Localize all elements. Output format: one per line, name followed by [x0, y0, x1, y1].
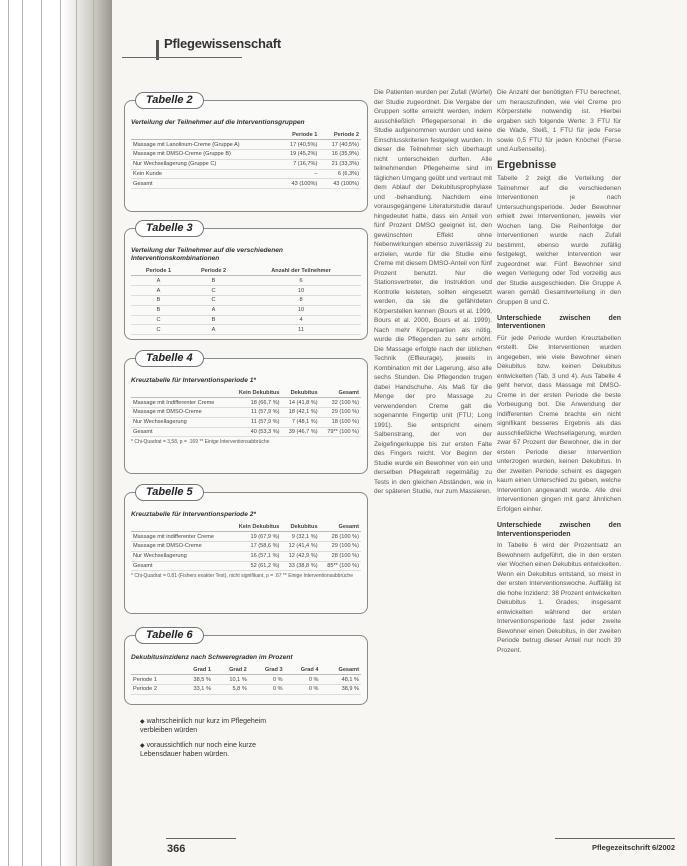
table-5-header: Kein Dekubitus [230, 523, 282, 532]
page-content [112, 0, 687, 866]
table-cell: 11 [241, 325, 361, 335]
table-cell: A [186, 325, 241, 335]
table-cell: 0 % [285, 675, 321, 685]
table-3-label: Tabelle 3 [135, 220, 204, 237]
table-cell: 11 (57,9 %) [230, 408, 282, 418]
table-6-label: Tabelle 6 [135, 627, 204, 644]
table-cell: 0 % [249, 675, 285, 685]
table-row [131, 685, 361, 695]
table-2-header [131, 131, 278, 140]
table-2-caption: Verteilung der Teilnehmer auf die Interventionsgruppen [131, 119, 305, 126]
footer-rule [555, 838, 675, 839]
table-cell: Kein Kunde [131, 169, 278, 179]
table-row [131, 159, 361, 169]
table-cell: A [186, 305, 241, 315]
table-cell: Massage mit indifferenter Creme [131, 532, 230, 542]
table-cell: 38,5 % [177, 675, 213, 685]
bullet-diamond-icon: ◆ [140, 743, 145, 749]
table-5-box [124, 486, 368, 614]
table-cell: Massage mit Lanolinum-Creme (Gruppe A) [131, 140, 278, 150]
table-cell: 6 (6,3%) [319, 169, 361, 179]
table-4 [131, 389, 361, 437]
paragraph: Die Anzahl der benötigten FTU berechnet, um herauszufinden, wie viel Creme pro Körperstelle notwendig ist. Hierbei ergaben sich folgende Werte: 3 FTU für die Wade, Steiß, 1 FTU für jede Ferse sowie 0,5 FTU für jeden Knöchel (Ferse und Außenseite). [497, 89, 621, 153]
page-number: 366 [167, 843, 186, 855]
table-cell: Nur Wechsellagerung [131, 551, 230, 561]
table-cell: 18 (66,7 %) [230, 398, 282, 408]
table-row [131, 532, 361, 542]
table-cell: 11 (57,9 %) [230, 417, 282, 427]
table-cell: 5,8 % [213, 685, 249, 695]
page-edge-line [8, 0, 9, 866]
table-cell: 52 (61,2 %) [230, 561, 282, 571]
table-6-header [131, 666, 177, 675]
table-row [131, 276, 361, 286]
table-cell: 43 (100%) [319, 179, 361, 189]
table-cell: C [186, 296, 241, 306]
subheading-interventionen: Unterschiede zwischen den Interventionen [497, 315, 621, 331]
table-cell: 17 (40,5%) [319, 140, 361, 150]
table-4-header: Dekubitus [282, 389, 320, 398]
table-row [131, 325, 361, 335]
table-6-caption: Dekubitusinzidenz nach Schweregraden im Prozent [131, 654, 293, 661]
table-3-header: Periode 1 [131, 267, 186, 276]
table-cell: 85** (100 %) [320, 561, 361, 571]
table-5-header [131, 523, 230, 532]
table-cell: Massage mit DMSO-Creme [131, 408, 230, 418]
page-edge-line [22, 0, 23, 866]
table-cell: 18 (42,1 %) [282, 408, 320, 418]
table-cell: 79** (100 %) [320, 427, 361, 437]
running-title: Pflegewissenschaft [164, 36, 282, 51]
table-cell: 0 % [285, 685, 321, 695]
table-row [131, 551, 361, 561]
page-edge-line [93, 0, 94, 866]
table-cell: Periode 1 [131, 675, 177, 685]
table-5 [131, 523, 361, 571]
table-3 [131, 267, 361, 335]
table-cell: B [186, 276, 241, 286]
table-cell: 32 (100 %) [320, 398, 361, 408]
subheading-perioden: Unterschiede zwischen den Interventionsperioden [497, 522, 621, 538]
table-2-header: Periode 2 [319, 131, 361, 140]
page-edge-line [60, 0, 61, 866]
table-cell: 28 (100 %) [320, 532, 361, 542]
table-cell: Nur Wechsellagerung [131, 417, 230, 427]
table-5-header: Dekubitus [281, 523, 319, 532]
table-cell: Massage mit DMSO-Creme [131, 542, 230, 552]
bullet-text: voraussichtlich nur noch eine kurze Lebensdauer haben würden. [140, 742, 256, 758]
table-cell: 33,1 % [177, 685, 213, 695]
page-edge-line [41, 0, 42, 866]
table-cell: Periode 2 [131, 685, 177, 695]
table-cell: 12 (42,9 %) [281, 551, 319, 561]
table-4-caption: Kreuztabelle für Interventionsperiode 1* [131, 377, 256, 384]
table-cell: 10,1 % [213, 675, 249, 685]
table-cell: 6 [241, 276, 361, 286]
table-cell: 29 (100 %) [320, 542, 361, 552]
paragraph: Tabelle 2 zeigt die Verteilung der Teilnehmer auf die verschiedenen Interventionen je nach Untersuchungsperiode. Jeder Bewohner erhielt zwei Interventionen, jeweils vier Wochen lang. Die Reihenfolge der Interventionen wurde nach Zufall bestimmt, ebenso wurde zufällig festgelegt, welcher Intervention wer zugeordnet war. Fünf Bewohner sind wegen Verlegung oder Tod vorzeitig aus der Studie ausgeschieden. Die Gruppe A waren gemäß Gesamtverteilung in den Gruppen B und C. [497, 175, 621, 306]
table-cell: C [186, 286, 241, 296]
table-cell: B [131, 305, 186, 315]
table-2-label: Tabelle 2 [135, 92, 204, 109]
book-page-edge [0, 0, 112, 866]
paragraph: Für jede Periode wurden Kreuztabellen erstellt. Die Interventionen wurden angegeben, wie viele Bewohner einen Dekubitus bzw. keinen Dekubitus entwickelten (Tab. 3 und 4). Aus Tabelle 4 geht hervor, dass Massage mit DMSO-Creme in der ersten Periode die beste Vorbeugung bot. Die Anwendung der indifferenten Creme brachte ein nicht signifikant besseres Ergebnis als das ausschließliche Wechsellagerung, wurden zwar 67 Prozent der Bewohner, die in der ersten Periode dieser Intervention unterzogen wurden, keinen Dekubitus. In der zweiten Periode scheint es dagegen kaum einen Unterschied zu geben, welche Intervention angewandt wurde. Alle drei Interventionen gingen mit ganz ähnlichen Erfolgen einher. [497, 334, 621, 513]
table-6 [131, 666, 361, 695]
table-row [131, 675, 361, 685]
table-cell: A [131, 276, 186, 286]
table-cell: 48,1 % [320, 675, 361, 685]
table-4-header: Gesamt [320, 389, 361, 398]
table-cell: 7 (16,7%) [278, 159, 320, 169]
table-4-header [131, 389, 230, 398]
table-4-box [124, 352, 368, 474]
table-3-caption: Verteilung der Teilnehmer auf die verschiedenen Interventionskombinationen [131, 247, 283, 263]
table-cell: 21 (33,3%) [319, 159, 361, 169]
table-cell: 14 (41,8 %) [282, 398, 320, 408]
table-6-header: Grad 1 [177, 666, 213, 675]
table-cell: – [278, 169, 320, 179]
footer-rule [166, 838, 236, 839]
table-cell: Gesamt [131, 561, 230, 571]
table-row [131, 427, 361, 437]
table-row [131, 561, 361, 571]
table-4-label: Tabelle 4 [135, 350, 204, 367]
body-column-middle: Die Patienten wurden per Zufall (Würfel) der Studie zugeordnet. Die Vergabe der Gruppen sollte erreicht werden, indem ausschließlich Pflegepersonal in die Studie aufgenommen wurden und keine Einschlusskriterien festgelegt wurden. In dieser die Teilnehmer sich überhaupt nicht unterscheiden durften. Alle teilnehmenden Pflegeheime sind im täglichen Umgang geübt und vertraut mit dem Ablauf der Dekubitusprophylaxe und -behandlung. Nachdem eine vorausgegangene Literaturstudie darauf hingedeutet hatte, dass ein Anteil von fünf Prozent DMSO geeignet ist, den gewünschten Effekt ohne Nebenwirkungen ebenso zuverlässig zu erzielen, wurde für die Studie eine Creme mit diesem DMSO-Anteil von fünf Prozent benutzt. Nur die Stationsvertreter, die Instruktion und Kontrolle leisteten, sollten eingesetzt werden, da sie die gefährdeten Körperstellen kennen (Bours et al. 1999, Bours et al. 2000, Bours et al. 1999). Nach mehr Körperpartien als nötig, wurde die Pflegenden zu sehr erhöht. Die Massage erfolgte nach der üblichen Technik (Effleurage), jeweils in Kombination mit der Lagerung, also alle sechs Stunden. Die Pflegenden trugen dabei Handschuhe. Als Maß für die Menge der pro Massage zu verwendenden Creme galt die sogenannte Fingertip unit (FTU; Long 1991). Sie entspricht einem Salbenstrang, der von der Zeigefingerkuppe bis zur ersten Falte des Fingers reicht. Vor Beginn der Studie wurde ein Bewohner von ein und derselben Pflegekraft regelmäßig zu Tests in den gleichen Abständen, wie in der späteren Studie, nur zum Massieren. [374, 89, 492, 495]
table-cell: 8 [241, 296, 361, 306]
bullet-text: wahrscheinlich nur kurz im Pflegeheim verbleiben würden [140, 718, 267, 734]
table-cell: B [186, 315, 241, 325]
table-cell: B [131, 296, 186, 306]
table-row [131, 305, 361, 315]
paragraph: In Tabelle 6 wird der Prozentsatz an Bewohnern aufgeführt, die in den ersten vier Wochen einen Dekubitus entwickelten. Wenn ein Dekubitus entstand, so meist in der ersten Interventionswoche. Auffällig ist die hohe Inzidenz: 38 Prozent entwickelten Dekubitus 1. Grades; insgesamt entwickelten während der ersten Interventionsperiode fast jeder zweite Bewohner einen Dekubitus, in der zweiten Periode betrug dieser Anteil nur noch 39 Prozent. [497, 542, 621, 654]
table-2-header: Periode 1 [278, 131, 320, 140]
table-cell: Massage mit DMSO-Creme (Gruppe B) [131, 150, 278, 160]
table-6-header: Gesamt [320, 666, 361, 675]
table-row [131, 140, 361, 150]
table-cell: 12 (41,4 %) [281, 542, 319, 552]
table-cell: Massage mit Indifferenter Creme [131, 398, 230, 408]
table-6-header: Grad 4 [285, 666, 321, 675]
journal-name: Pflegezeitschrift 6/2002 [592, 843, 675, 852]
table-cell: 7 (48,1 %) [282, 417, 320, 427]
table-4-footnote: * Chi-Quadrat = 3,58, p = .169 ** Einige Interventionsabbrüche [131, 439, 270, 446]
section-heading-ergebnisse: Ergebnisse [497, 158, 557, 171]
bullet-item [140, 718, 268, 736]
table-cell: C [131, 325, 186, 335]
table-cell: 16 (35,9%) [319, 150, 361, 160]
table-cell: 4 [241, 315, 361, 325]
body-column-right [497, 88, 621, 823]
table-cell: 33 (38,8 %) [281, 561, 319, 571]
table-row [131, 150, 361, 160]
table-3-box [124, 222, 368, 340]
table-row [131, 296, 361, 306]
table-row [131, 169, 361, 179]
table-cell: C [131, 315, 186, 325]
table-cell: Gesamt [131, 179, 278, 189]
table-row [131, 398, 361, 408]
bullet-diamond-icon: ◆ [140, 719, 145, 725]
table-cell: 0 % [249, 685, 285, 695]
table-cell: 17 (58,6 %) [230, 542, 282, 552]
table-cell: 18 (100 %) [320, 417, 361, 427]
table-5-caption: Kreuztabelle für Interventionsperiode 2* [131, 511, 256, 518]
table-cell: 10 [241, 305, 361, 315]
table-cell: Gesamt [131, 427, 230, 437]
table-row [131, 417, 361, 427]
table-cell: 19 (67,9 %) [230, 532, 282, 542]
table-row [131, 315, 361, 325]
table-cell: 40 (53,3 %) [230, 427, 282, 437]
table-cell: 16 (57,1 %) [230, 551, 282, 561]
table-cell: 19 (45,2%) [278, 150, 320, 160]
table-cell: 9 (32,1 %) [281, 532, 319, 542]
table-row [131, 179, 361, 189]
table-cell: 38,9 % [320, 685, 361, 695]
table-2-box [124, 94, 368, 212]
table-row [131, 542, 361, 552]
table-3-header: Anzahl der Teilnehmer [241, 267, 361, 276]
table-5-header: Gesamt [320, 523, 361, 532]
table-cell: Nur Wechsellagerung (Gruppe C) [131, 159, 278, 169]
table-6-header: Grad 2 [213, 666, 249, 675]
table-4-header: Kein Dekubitus [230, 389, 282, 398]
table-6-box [124, 629, 368, 705]
table-cell: 17 (40,5%) [278, 140, 320, 150]
table-5-label: Tabelle 5 [135, 484, 204, 501]
table-row [131, 286, 361, 296]
bullet-item [140, 742, 268, 760]
table-cell: 43 (100%) [278, 179, 320, 189]
table-cell: 28 (100 %) [320, 551, 361, 561]
table-cell: 39 (46,7 %) [282, 427, 320, 437]
table-row [131, 408, 361, 418]
table-3-header: Periode 2 [186, 267, 241, 276]
page-edge-line [76, 0, 77, 866]
table-6-header: Grad 3 [249, 666, 285, 675]
table-5-footnote: * Chi-Quadrat = 0,81 (Fishers exakter Test), nicht signifikant, p = .67 ** Einige Interventionsabbrüche [131, 573, 353, 580]
table-cell: 29 (100 %) [320, 408, 361, 418]
header-rule [122, 57, 242, 58]
table-cell: 10 [241, 286, 361, 296]
table-cell: A [131, 286, 186, 296]
table-2 [131, 131, 361, 189]
